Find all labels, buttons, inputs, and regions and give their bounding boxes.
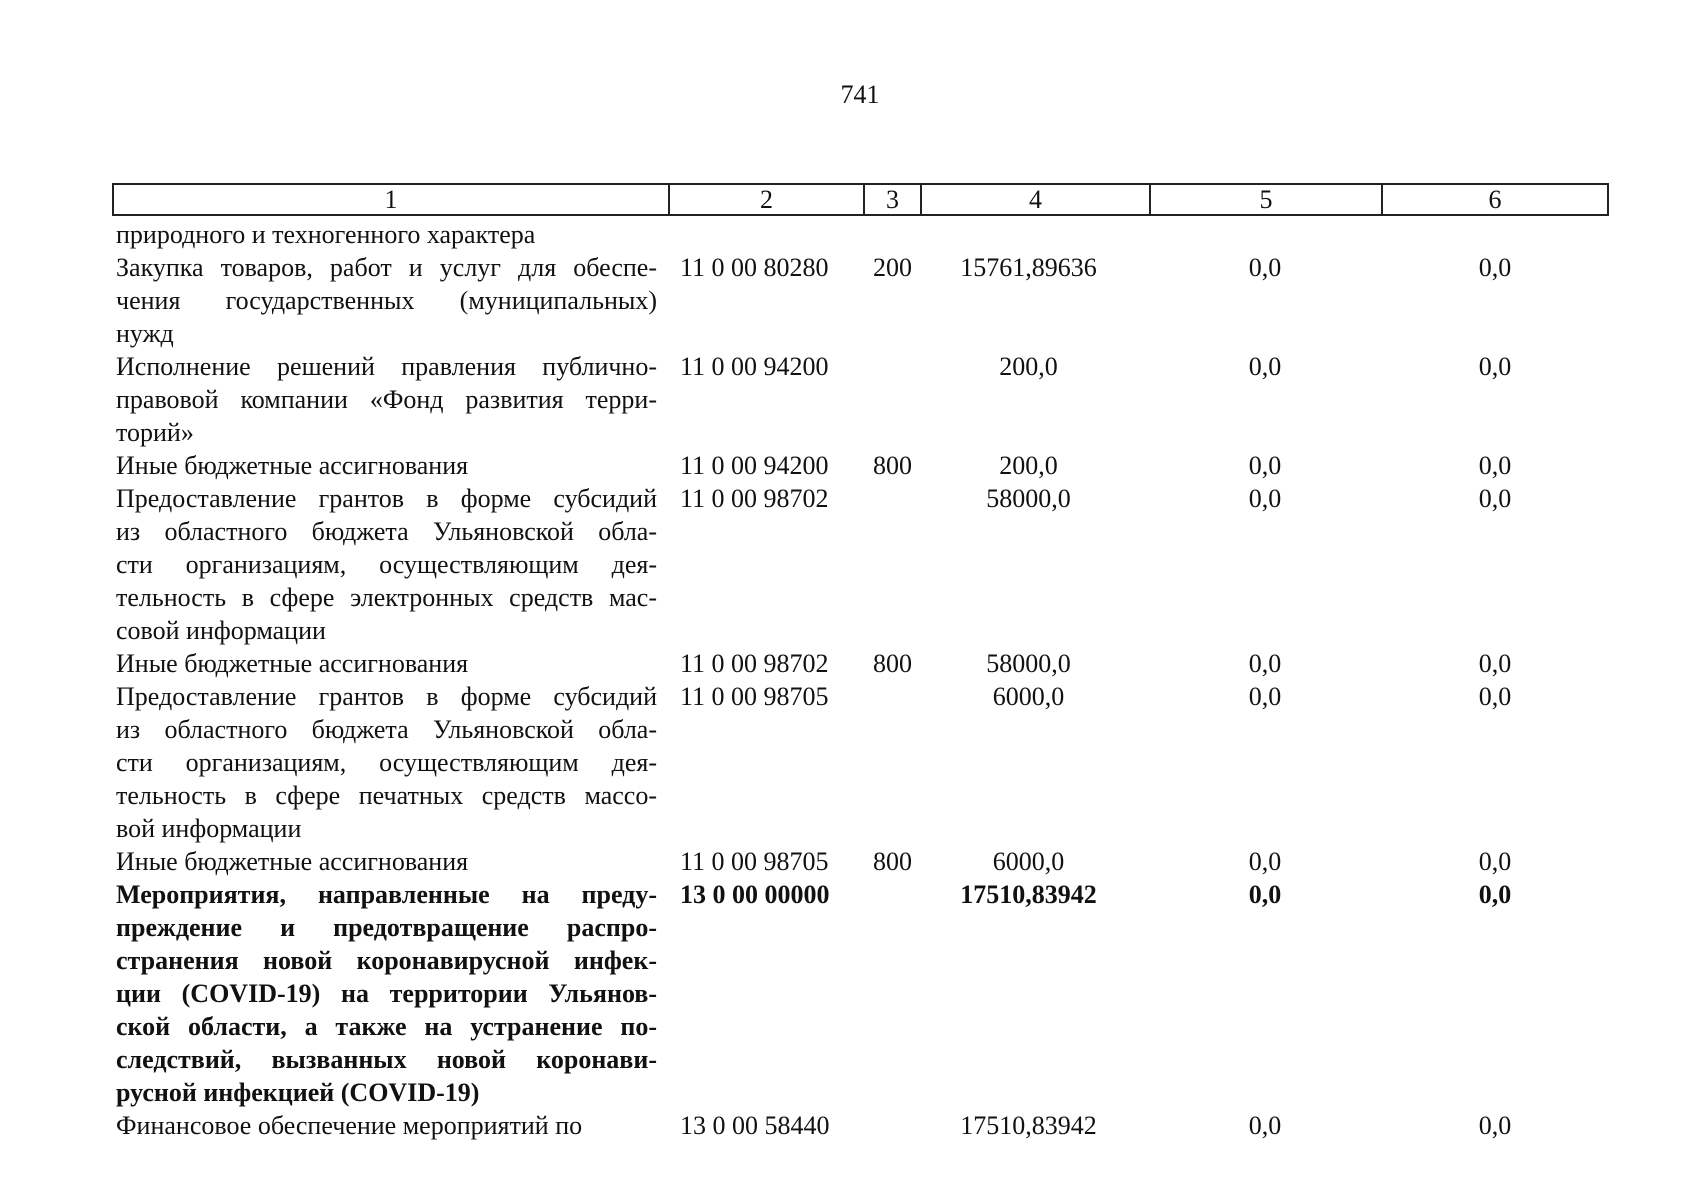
row-expense-type: 800 bbox=[873, 649, 912, 678]
table-row bbox=[112, 449, 1609, 482]
row-description bbox=[116, 845, 657, 878]
description-line: природного и техногенного характера bbox=[116, 220, 536, 249]
row-value-col6: 0,0 bbox=[1478, 253, 1512, 282]
description-line: преждение и предотвращение распро- bbox=[116, 913, 657, 942]
description-line: нужд bbox=[116, 319, 174, 348]
row-value-col4: 17510,83942 bbox=[960, 1111, 1097, 1140]
row-description bbox=[116, 218, 657, 251]
description-line: Исполнение решений правления публично- bbox=[116, 352, 657, 381]
row-value-col6: 0,0 bbox=[1478, 847, 1512, 876]
description-line: сти организациям, осуществляющим дея- bbox=[116, 748, 657, 777]
description-line: торий» bbox=[116, 418, 194, 447]
row-value-col5: 0,0 bbox=[1248, 1111, 1282, 1140]
row-value-col5: 0,0 bbox=[1248, 682, 1282, 711]
row-code: 11 0 00 94200 bbox=[680, 451, 829, 480]
table-row bbox=[112, 482, 1609, 647]
description-line: из областного бюджета Ульяновской обла- bbox=[116, 715, 657, 744]
description-line: Предоставление грантов в форме субсидий bbox=[116, 484, 657, 513]
row-value-col4: 6000,0 bbox=[992, 682, 1065, 711]
description-line: тельность в сфере электронных средств мас- bbox=[116, 583, 657, 612]
table-row bbox=[112, 1109, 1609, 1142]
row-value-col5: 0,0 bbox=[1248, 847, 1282, 876]
description-line: Предоставление грантов в форме субсидий bbox=[116, 682, 657, 711]
row-value-col6: 0,0 bbox=[1478, 352, 1512, 381]
row-code: 11 0 00 98702 bbox=[680, 484, 829, 513]
row-value-col6: 0,0 bbox=[1478, 451, 1512, 480]
row-value-col4: 15761,89636 bbox=[960, 253, 1097, 282]
description-line: Мероприятия, направленные на преду- bbox=[116, 880, 657, 909]
row-description bbox=[116, 449, 657, 482]
description-line: следствий, вызванных новой коронави- bbox=[116, 1045, 657, 1074]
page-number: 741 bbox=[840, 80, 880, 109]
description-line: совой информации bbox=[116, 616, 326, 645]
row-code: 13 0 00 58440 bbox=[680, 1111, 830, 1140]
description-line: Иные бюджетные ассигнования bbox=[116, 847, 469, 876]
column-header-1: 1 bbox=[114, 185, 670, 214]
row-expense-type: 800 bbox=[873, 847, 912, 876]
row-expense-type: 200 bbox=[873, 253, 912, 282]
description-line: тельность в сфере печатных средств массо- bbox=[116, 781, 657, 810]
description-line: ции (COVID-19) на территории Ульянов- bbox=[116, 979, 657, 1008]
table-row bbox=[112, 647, 1609, 680]
description-line: странения новой коронавирусной инфек- bbox=[116, 946, 657, 975]
row-value-col5: 0,0 bbox=[1248, 880, 1282, 909]
description-line: из областного бюджета Ульяновской обла- bbox=[116, 517, 657, 546]
description-line: Иные бюджетные ассигнования bbox=[116, 451, 469, 480]
row-value-col6: 0,0 bbox=[1478, 1111, 1512, 1140]
table-row bbox=[112, 350, 1609, 449]
column-header-4: 4 bbox=[922, 185, 1151, 214]
row-value-col4: 200,0 bbox=[999, 352, 1058, 381]
row-value-col4: 58000,0 bbox=[986, 649, 1071, 678]
row-code: 11 0 00 94200 bbox=[680, 352, 829, 381]
column-header-2: 2 bbox=[670, 185, 865, 214]
row-value-col4: 6000,0 bbox=[992, 847, 1065, 876]
row-code: 11 0 00 98702 bbox=[680, 649, 829, 678]
row-description bbox=[116, 878, 657, 1109]
column-header-6: 6 bbox=[1488, 185, 1502, 214]
row-expense-type: 800 bbox=[873, 451, 912, 480]
row-code: 11 0 00 80280 bbox=[680, 253, 829, 282]
table-header-row bbox=[112, 183, 1609, 216]
row-value-col5: 0,0 bbox=[1248, 451, 1282, 480]
row-value-col6: 0,0 bbox=[1478, 682, 1512, 711]
row-description bbox=[116, 1109, 657, 1142]
table-row bbox=[112, 878, 1609, 1109]
row-description bbox=[116, 680, 657, 845]
description-line: сти организациям, осуществляющим дея- bbox=[116, 550, 657, 579]
row-value-col6: 0,0 bbox=[1478, 880, 1512, 909]
description-line: Финансовое обеспечение мероприятий по bbox=[116, 1111, 583, 1140]
row-description bbox=[116, 251, 657, 350]
column-header-5: 5 bbox=[1151, 185, 1383, 214]
row-code: 11 0 00 98705 bbox=[680, 682, 829, 711]
row-value-col6: 0,0 bbox=[1478, 649, 1512, 678]
row-value-col5: 0,0 bbox=[1248, 253, 1282, 282]
table-row bbox=[112, 218, 1609, 251]
row-value-col6: 0,0 bbox=[1478, 484, 1512, 513]
column-header-3: 3 bbox=[865, 185, 922, 214]
row-value-col4: 17510,83942 bbox=[960, 880, 1097, 909]
row-code: 13 0 00 00000 bbox=[680, 880, 830, 909]
description-line: вой информации bbox=[116, 814, 302, 843]
budget-table-body bbox=[112, 218, 1609, 1142]
row-description bbox=[116, 647, 657, 680]
row-value-col5: 0,0 bbox=[1248, 352, 1282, 381]
row-description bbox=[116, 482, 657, 647]
row-code: 11 0 00 98705 bbox=[680, 847, 829, 876]
table-row bbox=[112, 845, 1609, 878]
table-row bbox=[112, 251, 1609, 350]
description-line: ской области, а также на устранение по- bbox=[116, 1012, 657, 1041]
description-line: Закупка товаров, работ и услуг для обеспе- bbox=[116, 253, 657, 282]
description-line: русной инфекцией (COVID-19) bbox=[116, 1078, 480, 1107]
description-line: чения государственных (муниципальных) bbox=[116, 286, 657, 315]
row-value-col4: 58000,0 bbox=[986, 484, 1071, 513]
description-line: Иные бюджетные ассигнования bbox=[116, 649, 469, 678]
row-value-col5: 0,0 bbox=[1248, 649, 1282, 678]
description-line: правовой компании «Фонд развития терри- bbox=[116, 385, 657, 414]
table-row bbox=[112, 680, 1609, 845]
row-value-col4: 200,0 bbox=[999, 451, 1058, 480]
row-value-col5: 0,0 bbox=[1248, 484, 1282, 513]
row-description bbox=[116, 350, 657, 449]
